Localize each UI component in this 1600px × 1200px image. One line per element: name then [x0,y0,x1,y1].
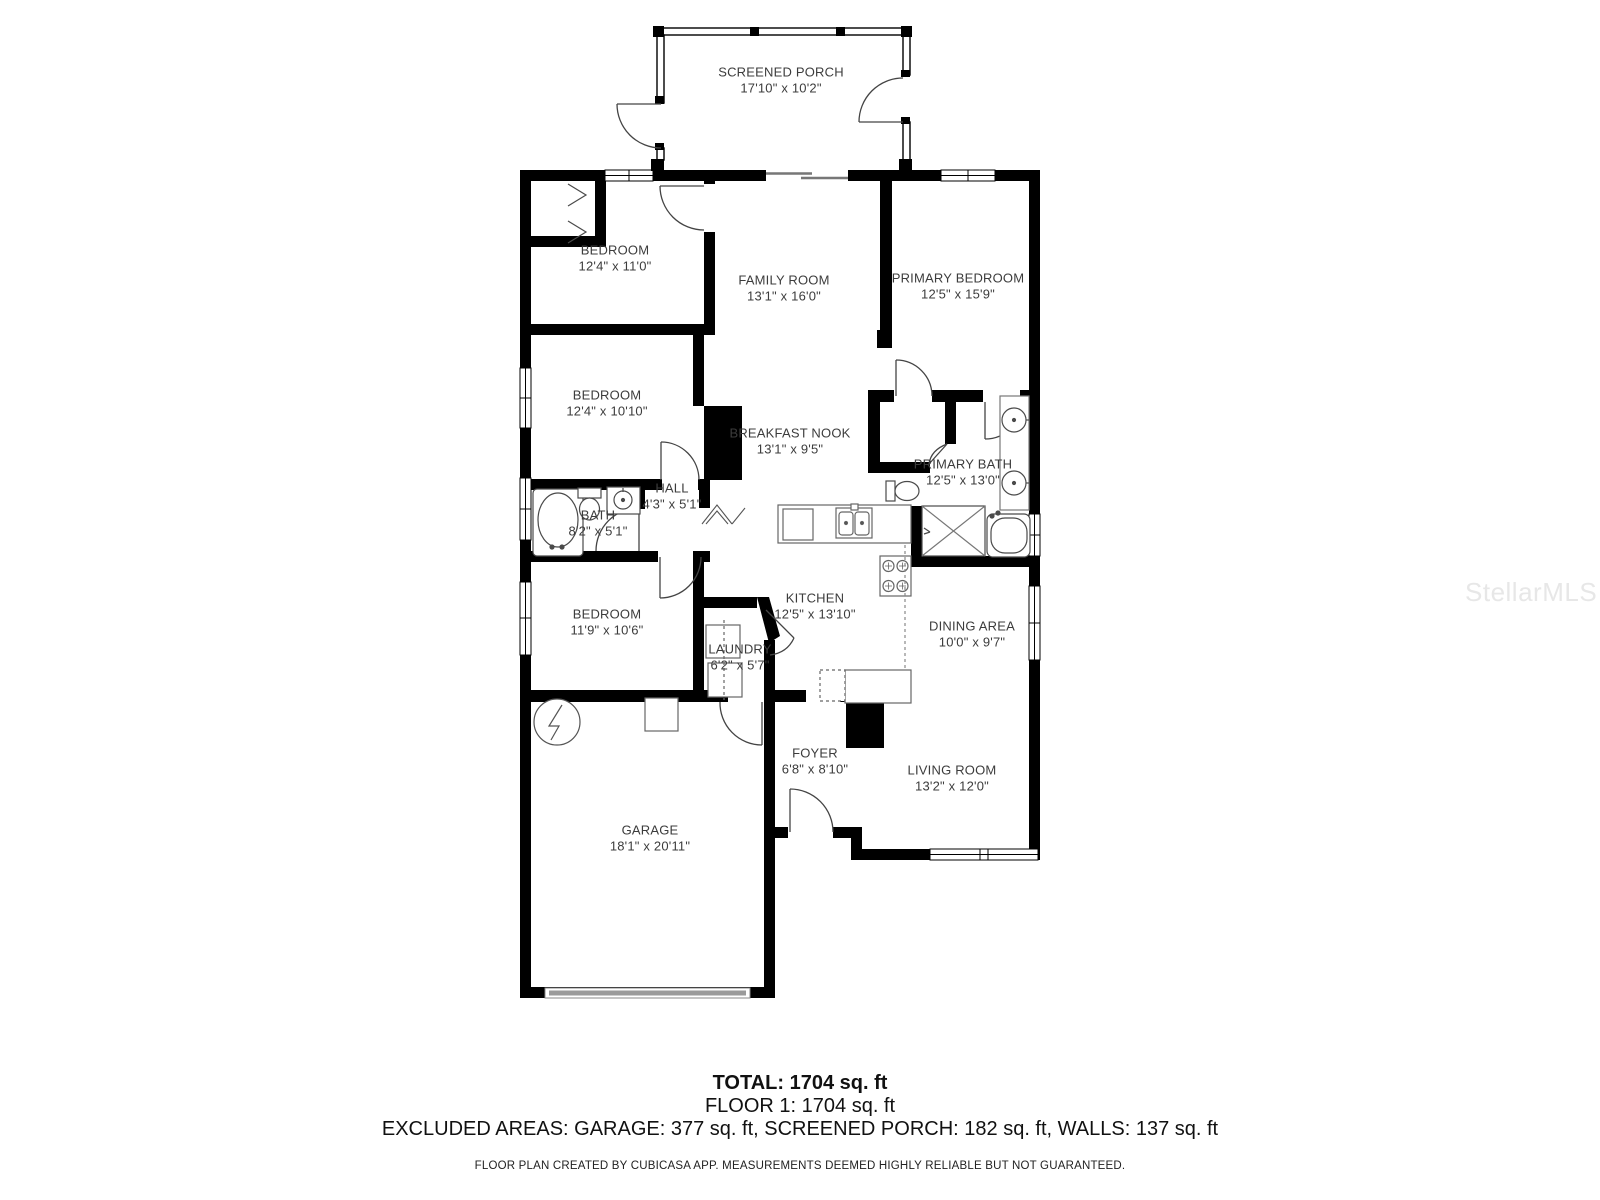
wall-closet-vertical [595,170,606,247]
window-dining-right [1029,586,1040,660]
stellar-mls-watermark: StellarMLS [1465,577,1598,607]
room-dims: 12'4" x 10'10" [566,403,648,418]
wall-bedroom2-right [693,335,704,406]
room-name: BEDROOM [572,606,642,622]
room-label-breakfast-nook [729,426,850,457]
room-label-dining-area [929,619,1015,650]
door-bedroom2 [661,442,699,480]
room-label-bedroom-3 [571,607,644,638]
area-summary [0,1072,1600,1141]
door-front-entry [790,789,833,832]
room-dims: 13'2" x 12'0" [915,778,989,793]
room-label-laundry [708,642,771,673]
room-label-family-room [738,273,829,304]
room-label-living-room [908,763,997,794]
refrigerator [783,509,813,540]
room-label-primary-bedroom [892,271,1025,302]
room-name: BATH [580,507,616,523]
porch-wall-top [655,28,908,35]
wall-wc-right [945,390,956,444]
door-bedroom1 [660,186,704,230]
screened-porch-structure [651,26,912,171]
room-dims: 11'9" x 10'6" [570,622,644,637]
room-name: GARAGE [621,822,679,838]
room-label-bedroom-1 [579,243,652,274]
wall-family-primary [880,170,892,330]
door-porch-exterior [617,104,661,148]
room-label-hall [642,481,701,512]
porch-wall-left-upper [657,35,664,103]
room-label-garage [610,823,690,854]
kitchen-counter-bottom [820,670,911,703]
room-label-bedroom-2 [566,388,647,419]
window-primarybath-right [1029,514,1040,556]
floor1-area: FLOOR 1: 1704 sq. ft [704,1095,896,1117]
room-name: SCREENED PORCH [718,64,844,80]
wall-laundry-top [699,597,757,608]
dishwasher [820,670,845,701]
room-name: DINING AREA [929,618,1015,634]
total-area: TOTAL: 1704 sq. ft [712,1072,888,1094]
room-name: LIVING ROOM [907,762,997,778]
door-porch-interior [859,78,903,122]
stove [880,556,911,596]
garage-door [545,988,750,998]
wall-block-primary [877,330,892,348]
door-primary-bedroom [896,360,932,396]
room-dims: 17'10" x 10'2" [740,80,822,95]
room-dims: 13'1" x 9'5" [756,441,824,456]
room-dims: 12'5" x 13'10" [774,606,856,621]
wall-garage-right [764,640,775,998]
room-dims: 6'8" x 8'10" [781,761,849,776]
room-name: BEDROOM [572,387,642,403]
room-name: HALL [655,480,689,496]
wall-kitchen-south-left [775,690,806,702]
room-label-bath [568,508,627,539]
room-dims: 10'0" x 9'7" [938,634,1006,649]
excluded-areas: EXCLUDED AREAS: GARAGE: 377 sq. ft, SCREENED PORCH: 182 sq. ft, WALLS: 137 sq. ft [381,1118,1219,1140]
window-bedroom1-top [605,170,653,181]
room-dims: 4'3" x 5'1" [642,496,702,511]
room-dims: 12'4" x 11'0" [578,258,652,273]
cubicasa-disclaimer: FLOOR PLAN CREATED BY CUBICASA APP. MEASUREMENTS DEEMED HIGHLY RELIABLE BUT NOT GUARANTEED. [474,1160,1126,1172]
closet-hanger-icons [568,184,586,243]
garage-appliance [645,698,678,731]
room-name: LAUNDRY [708,641,772,657]
room-dims: 13'1" x 16'0" [747,288,821,303]
porch-wall-right-lower [903,122,910,160]
room-label-screened-porch [718,65,844,96]
vanity-primary-bath [1000,396,1030,510]
room-dims: 12'5" x 15'9" [921,286,995,301]
sliding-door-porch [766,170,848,181]
shower-primary-bath [922,506,985,556]
room-name: FAMILY ROOM [738,272,830,288]
kitchen-sink [836,504,872,538]
wall-wc-left [868,390,880,473]
wall-bedroom1-right [704,232,715,335]
wall-bedroom1-right-stub [704,170,715,184]
room-name: BREAKFAST NOOK [729,425,851,441]
room-name: PRIMARY BATH [913,456,1013,472]
room-dims: 18'1" x 20'11" [609,838,691,853]
water-heater [534,699,580,745]
wall-primary-bottom-b [932,390,983,402]
porch-wall-right-upper [903,35,910,75]
room-label-foyer [782,746,848,777]
window-living-bottom [930,849,1038,860]
room-name: BEDROOM [580,242,650,258]
room-name: PRIMARY BEDROOM [891,270,1025,286]
window-bedroom3-left [520,582,531,655]
kitchen-counter-top [778,504,911,543]
closet-block-foyer [846,702,884,748]
room-dims: 12'5" x 13'0" [926,472,1000,487]
room-name: KITCHEN [785,590,845,606]
wall-primarybath-bottom [911,556,1040,567]
door-garage-entry [720,702,762,745]
room-dims: 6'2" x 5'7" [710,657,770,672]
window-primary-bedroom-top [941,170,995,181]
room-label-kitchen [774,591,855,622]
window-bedroom2-left [520,368,531,428]
porch-posts [651,26,912,171]
room-name: FOYER [792,745,838,761]
wall-foyer-bottom-right [833,827,862,838]
window-bath-left [520,478,531,540]
room-label-primary-bath [914,457,1012,488]
wall-bedroom1-bottom [520,324,715,335]
room-dims: 8'2" x 5'1" [568,523,628,538]
bathtub-primary-bath [987,511,1030,557]
